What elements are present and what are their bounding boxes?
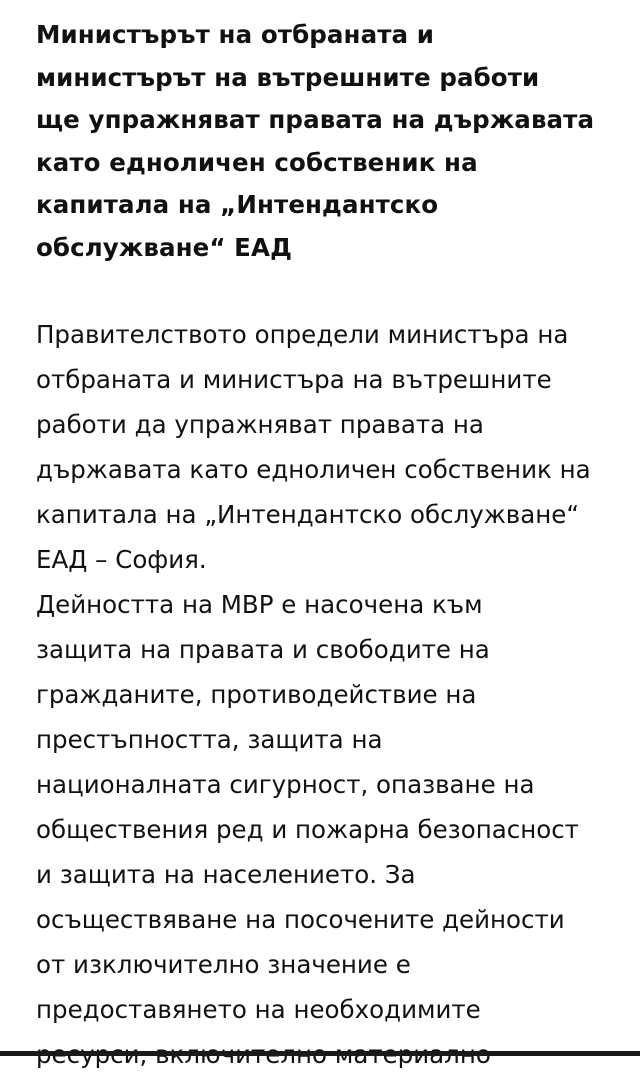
body-line: Дейността на МВР е насочена към: [36, 590, 483, 619]
body-line: държавата като едноличен собственик на: [36, 455, 591, 484]
body-line: предоставянето на необходимите: [36, 995, 481, 1024]
body-line: националната сигурност, опазване на: [36, 770, 535, 799]
body-line: работи да упражняват правата на: [36, 410, 484, 439]
body-line: от изключително значение е: [36, 950, 411, 979]
body-line: обществения ред и пожарна безопасност: [36, 815, 579, 844]
body-line: защита на правата и свободите на: [36, 635, 490, 664]
body-line: осъществяване на посочените дейности: [36, 905, 565, 934]
body-line: престъпността, защита на: [36, 725, 383, 754]
headline-line: капитала на „Интендантско: [36, 190, 439, 219]
headline-line: министърът на вътрешните работи: [36, 62, 540, 92]
headline-line: ще упражняват правата на държавата: [36, 105, 595, 134]
article-body: [36, 269, 616, 1077]
headline-line: обслужване“ ЕАД: [36, 232, 292, 262]
headline-line: като едноличен собственик на: [36, 147, 478, 177]
headline-line: Министърът на отбраната и: [36, 20, 435, 49]
article-headline: [36, 0, 616, 269]
body-line: капитала на „Интендантско обслужване“: [36, 500, 580, 529]
body-line: Правителството определи министъра на: [36, 320, 569, 349]
article: [36, 0, 616, 1077]
body-line: гражданите, противодействие на: [36, 680, 477, 709]
body-line: ЕАД – София.: [36, 545, 207, 574]
body-line: и защита на населението. За: [36, 860, 416, 889]
bottom-edge-bar: [0, 1051, 640, 1056]
body-line: отбраната и министъра на вътрешните: [36, 365, 552, 394]
